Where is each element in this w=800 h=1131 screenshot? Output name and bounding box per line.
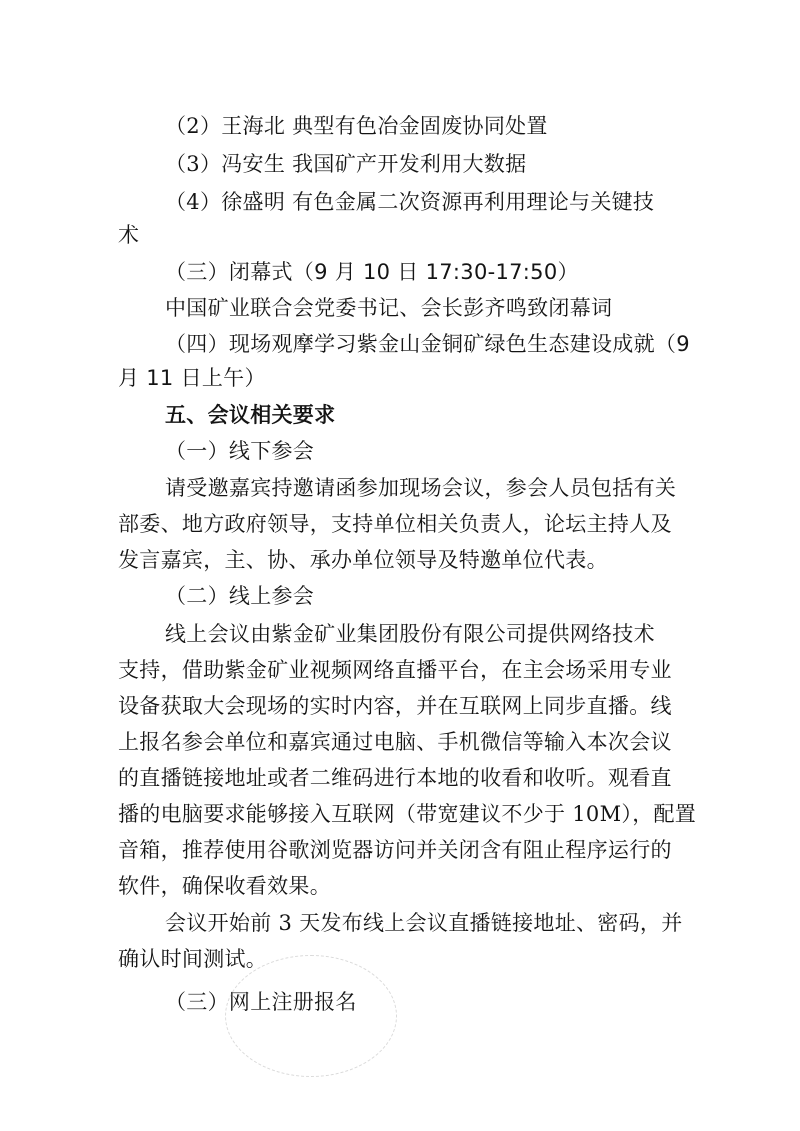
online-para-line-6: 播的电脑要求能够接入互联网（带宽建议不少于 10M），配置 [118, 802, 697, 826]
offline-para-line-3: 发言嘉宾，主、协、承办单位领导及特邀单位代表。 [118, 548, 608, 572]
offline-para-line-2: 部委、地方政府领导，支持单位相关负责人，论坛主持人及 [118, 512, 672, 536]
offline-para-line-1: 请受邀嘉宾持邀请函参加现场会议，参会人员包括有关 [165, 476, 677, 500]
online-para-line-5: 的直播链接地址或者二维码进行本地的收看和收听。观看直 [118, 766, 672, 790]
site-visit-heading: （四）现场观摩学习紫金山金铜矿绿色生态建设成就（9 [165, 332, 690, 356]
online-para-line-1: 线上会议由紫金矿业集团股份有限公司提供网络技术 [165, 622, 655, 646]
registration-heading: （三）网上注册报名 [165, 990, 357, 1014]
faded-seal-stamp [225, 955, 397, 1077]
online-para-line-3: 设备获取大会现场的实时内容，并在互联网上同步直播。线 [118, 694, 672, 718]
section-five-heading: 五、会议相关要求 [165, 403, 336, 427]
prior-notice-line-2: 确认时间测试。 [118, 947, 268, 971]
closing-ceremony-heading: （三）闭幕式（9 月 10 日 17:30-17:50） [165, 260, 579, 284]
site-visit-heading-cont: 月 11 日上午） [118, 366, 266, 390]
agenda-item-4-cont: 术 [118, 223, 140, 247]
online-para-line-8: 软件，确保收看效果。 [118, 874, 331, 898]
agenda-item-3: （3）冯安生 我国矿产开发利用大数据 [165, 152, 527, 176]
offline-heading: （一）线下参会 [165, 439, 315, 463]
online-heading: （二）线上参会 [165, 584, 315, 608]
online-para-line-2: 支持，借助紫金矿业视频网络直播平台，在主会场采用专业 [118, 658, 672, 682]
agenda-item-4: （4）徐盛明 有色金属二次资源再利用理论与关键技 [165, 190, 655, 214]
closing-speech: 中国矿业联合会党委书记、会长彭齐鸣致闭幕词 [165, 296, 613, 320]
online-para-line-7: 音箱，推荐使用谷歌浏览器访问并关闭含有阻止程序运行的 [118, 838, 672, 862]
agenda-item-2: （2）王海北 典型有色冶金固废协同处置 [165, 114, 548, 138]
prior-notice-line-1: 会议开始前 3 天发布线上会议直播链接地址、密码，并 [165, 911, 683, 935]
online-para-line-4: 上报名参会单位和嘉宾通过电脑、手机微信等输入本次会议 [118, 730, 672, 754]
